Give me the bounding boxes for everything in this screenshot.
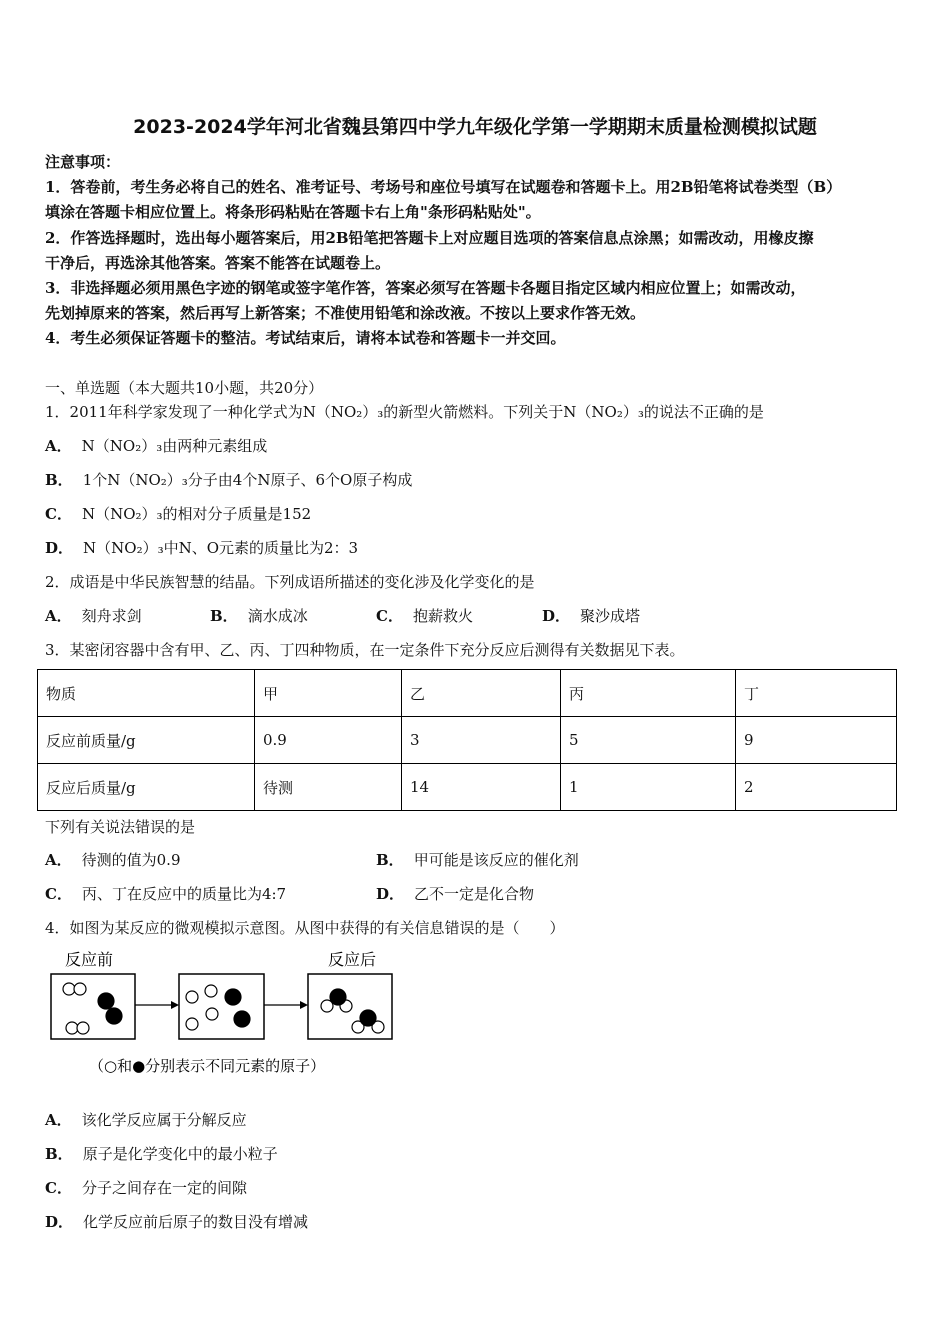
q3-option-b[interactable]	[376, 850, 579, 870]
option-text: 该化学反应属于分解反应	[81, 1111, 247, 1129]
q2-option-a[interactable]	[45, 606, 142, 626]
option-label: C．	[45, 885, 72, 903]
option-text: 化学反应前后原子的数目没有增减	[83, 1213, 309, 1231]
q2-option-c[interactable]	[376, 606, 473, 626]
reaction-diagram	[45, 945, 445, 1085]
option-text: 乙不一定是化合物	[414, 885, 535, 903]
option-text: 1个N（NO₂）₃分子由4个N原子、6个O原子构成	[82, 471, 413, 489]
table-cell: 待测	[255, 764, 402, 811]
molecules-before	[63, 983, 122, 1034]
section-heading: 一、单选题（本大题共10小题，共20分）	[45, 379, 324, 397]
table-cell: 1	[561, 764, 736, 811]
option-label: C．	[376, 607, 403, 625]
option-label: A．	[45, 607, 72, 625]
table-cell: 乙	[402, 670, 561, 717]
question-3-followup: 下列有关说法错误的是	[45, 818, 196, 836]
option-text: 滴水成冰	[247, 607, 308, 625]
before-box	[51, 974, 135, 1039]
q3-option-c[interactable]	[45, 884, 286, 904]
notice-line: 1．答卷前，考生务必将自己的姓名、准考证号、考场号和座位号填写在试题卷和答题卡上。用2B铅笔将试卷类型（B）	[45, 178, 842, 196]
q2-option-d[interactable]	[542, 606, 640, 626]
q3-option-a[interactable]	[45, 850, 181, 870]
option-text: N（NO₂）₃的相对分子质量是152	[81, 505, 312, 523]
option-label: C．	[45, 1179, 72, 1197]
notice-line: 4．考生必须保证答题卡的整洁。考试结束后，请将本试卷和答题卡一并交回。	[45, 329, 566, 347]
option-label: A．	[45, 437, 72, 455]
q3-option-d[interactable]	[376, 884, 534, 904]
option-text: N（NO₂）₃由两种元素组成	[81, 437, 268, 455]
table-cell: 5	[561, 717, 736, 764]
notice-line: 先划掉原来的答案，然后再写上新答案；不准使用铅笔和涂改液。不按以上要求作答无效。	[45, 304, 646, 322]
arrow-head	[300, 1001, 308, 1009]
notice-line: 2．作答选择题时，选出每小题答案后，用2B铅笔把答题卡上对应题目选项的答案信息点涂黑；如需改动，用橡皮擦	[45, 229, 814, 247]
label-before: 反应前	[65, 950, 114, 969]
table-cell: 2	[736, 764, 897, 811]
option-label: D．	[542, 607, 571, 625]
option-text: 刻舟求剑	[81, 607, 142, 625]
question-4-stem: 4．如图为某反应的微观模拟示意图。从图中获得的有关信息错误的是（ ）	[45, 919, 565, 937]
option-text: 分子之间存在一定的间隙	[81, 1179, 247, 1197]
table-cell: 物质	[38, 670, 255, 717]
option-label: C．	[45, 505, 72, 523]
table-cell: 反应前质量/g	[38, 717, 255, 764]
q1-option-a[interactable]	[45, 436, 267, 456]
table-cell: 甲	[255, 670, 402, 717]
mass-data-table	[37, 669, 897, 811]
option-text: N（NO₂）₃中N、O元素的质量比为2：3	[83, 539, 359, 557]
option-label: B．	[376, 851, 404, 869]
molecules-middle	[186, 985, 250, 1030]
label-after: 反应后	[328, 950, 377, 969]
option-label: D．	[45, 539, 74, 557]
table-row	[38, 717, 897, 764]
option-label: B．	[45, 1145, 73, 1163]
option-text: 聚沙成塔	[580, 607, 641, 625]
notice-line: 填涂在答题卡相应位置上。将条形码粘贴在答题卡右上角"条形码粘贴处"。	[45, 203, 541, 221]
table-cell: 反应后质量/g	[38, 764, 255, 811]
question-1-stem: 1．2011年科学家发现了一种化学式为N（NO₂）₃的新型火箭燃料。下列关于N（NO₂）₃的说法不正确的是	[45, 403, 764, 421]
table-cell: 丁	[736, 670, 897, 717]
q4-option-c[interactable]	[45, 1178, 247, 1198]
option-text: 原子是化学变化中的最小粒子	[82, 1145, 278, 1163]
notice-heading: 注意事项：	[45, 153, 121, 171]
q1-option-d[interactable]	[45, 538, 358, 558]
option-text: 甲可能是该反应的催化剂	[413, 851, 579, 869]
table-cell: 丙	[561, 670, 736, 717]
option-label: A．	[45, 851, 72, 869]
q4-option-a[interactable]	[45, 1110, 247, 1130]
notice-line: 干净后，再选涂其他答案。答案不能答在试题卷上。	[45, 254, 391, 272]
q2-option-b[interactable]	[210, 606, 308, 626]
table-cell: 0.9	[255, 717, 402, 764]
table-cell: 3	[402, 717, 561, 764]
option-label: B．	[210, 607, 238, 625]
option-label: D．	[45, 1213, 74, 1231]
option-text: 待测的值为0.9	[81, 851, 181, 869]
option-label: A．	[45, 1111, 72, 1129]
q1-option-b[interactable]	[45, 470, 412, 490]
arrow-head	[171, 1001, 179, 1009]
option-label: B．	[45, 471, 73, 489]
page-title: 2023-2024学年河北省魏县第四中学九年级化学第一学期期末质量检测模拟试题	[133, 116, 817, 138]
question-2-stem: 2．成语是中华民族智慧的结晶。下列成语所描述的变化涉及化学变化的是	[45, 573, 535, 591]
notice-line: 3．非选择题必须用黑色字迹的钢笔或签字笔作答，答案必须写在答题卡各题目指定区域内相应位置上；如需改动，	[45, 279, 806, 297]
molecules-after	[321, 989, 384, 1033]
question-3-stem: 3．某密闭容器中含有甲、乙、丙、丁四种物质，在一定条件下充分反应后测得有关数据见下表。	[45, 641, 685, 659]
option-label: D．	[376, 885, 405, 903]
table-row	[38, 670, 897, 717]
figure-caption: （○和●分别表示不同元素的原子）	[89, 1057, 326, 1075]
q4-option-d[interactable]	[45, 1212, 308, 1232]
q1-option-c[interactable]	[45, 504, 311, 524]
table-row	[38, 764, 897, 811]
table-cell: 14	[402, 764, 561, 811]
option-text: 抱薪救火	[412, 607, 473, 625]
q4-option-b[interactable]	[45, 1144, 278, 1164]
option-text: 丙、丁在反应中的质量比为4:7	[81, 885, 287, 903]
table-cell: 9	[736, 717, 897, 764]
